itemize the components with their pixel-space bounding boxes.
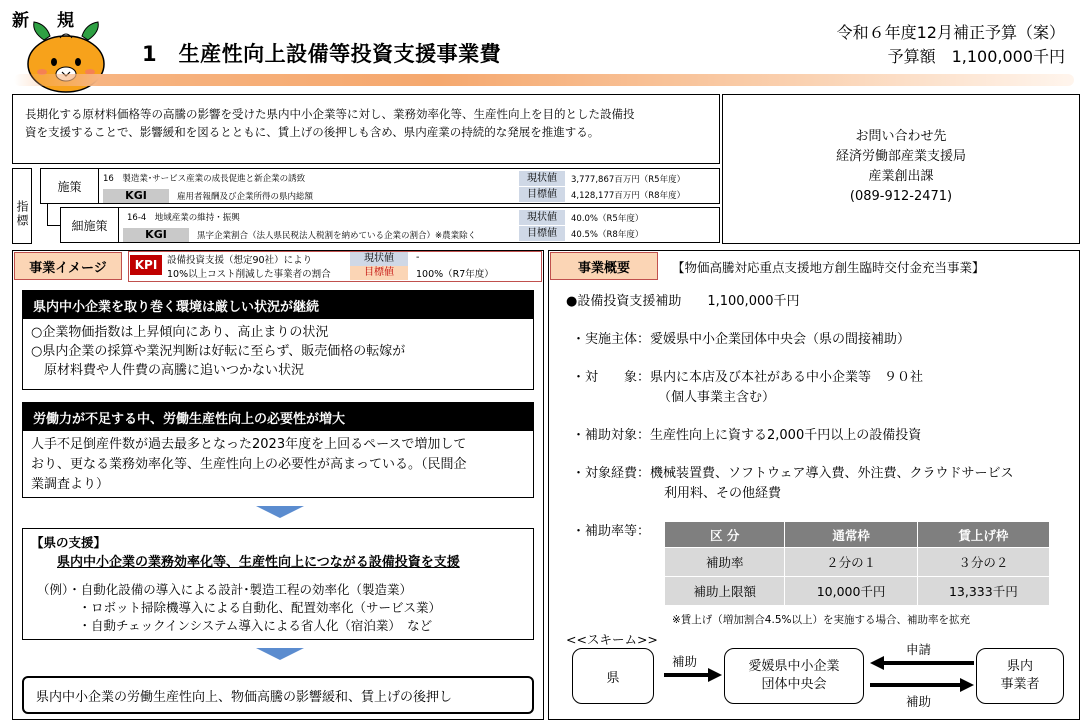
- overview-implementer: ・実施主体：愛媛県中小企業団体中央会（県の間接補助）: [572, 332, 911, 347]
- support-example-3: ・自動チェックインシステム導入による省人化（宿泊業） など: [37, 618, 433, 633]
- scheme-business-box: [976, 648, 1064, 704]
- table-header-wage: 賃上げ枠: [917, 522, 1049, 548]
- arrow-right-icon: [870, 678, 974, 692]
- business-image-heading: 事業イメージ: [14, 252, 122, 280]
- labor-card-title: 労働力が不足する中、労働生産性向上の必要性が増大: [23, 403, 533, 431]
- policy-target-tag: 目標値: [519, 187, 565, 202]
- scheme-org-line-1: 愛媛県中小企業: [748, 659, 840, 674]
- labor-card: [22, 402, 534, 498]
- flow-arrow-down-icon: [256, 648, 304, 660]
- scheme-org-line-2: 団体中央会: [761, 677, 827, 692]
- table-row: [665, 548, 1050, 577]
- environment-line-2: ○県内企業の採算や業況判断は好転に至らず、販売価格の転嫁が: [31, 344, 406, 359]
- overview-expense-line-2: 利用料、その他経費: [664, 486, 782, 501]
- support-example-1: （例）・自動化設備の導入による設計･製造工程の効率化（製造業）: [37, 582, 413, 597]
- summary-box: [12, 94, 720, 164]
- outcome-box: 県内中小企業の労働生産性向上、物価高騰の影響緩和、賃上げの後押し: [22, 676, 534, 714]
- scheme-biz-line-2: 事業者: [1000, 677, 1040, 692]
- support-card-subtitle: 県内中小企業の業務効率化等、生産性向上につながる設備投資を支援: [57, 555, 460, 570]
- arrow-right-icon: [664, 668, 722, 682]
- kpi-text-line-1: 設備投資支援（想定90社）により: [167, 255, 313, 266]
- environment-card: [22, 290, 534, 390]
- prefecture-support-card: [22, 528, 534, 640]
- contact-phone: (089-912-2471): [849, 189, 953, 204]
- new-label-char-1: 新: [12, 11, 31, 31]
- sub-policy-kgi-desc: 黒字企業割合（法人県民税法人税割を納めている企業の割合）※農業除く: [197, 231, 477, 241]
- sub-policy-target-tag: 目標値: [519, 226, 565, 241]
- summary-line-2: 資を支援することで、影響緩和を図るとともに、賃上げの後押しも含め、県内産業の持続的な発展を推進する。: [25, 125, 600, 139]
- environment-line-3: 原材料費や人件費の高騰に追いつかない状況: [31, 363, 305, 378]
- scheme-subsidy-label: 補助: [672, 654, 698, 669]
- contact-division: 産業創出課: [868, 169, 934, 184]
- policy-kgi-badge: KGI: [103, 189, 169, 203]
- labor-line-3: 業調査より）: [31, 477, 110, 492]
- contact-heading: お問い合わせ先: [855, 129, 947, 144]
- overview-expense-line-1: ・対象経費：機械装置費、ソフトウェア導入費、外注費、クラウドサービス: [572, 466, 1014, 481]
- scheme-label: <<スキーム>>: [566, 632, 658, 647]
- policy-row: [40, 168, 720, 204]
- indicator-label: 指標: [12, 168, 32, 244]
- indicator-connector: [47, 204, 60, 226]
- overview-rate-label: ・補助率等：: [572, 524, 651, 539]
- new-label-char-2: 規: [57, 11, 76, 31]
- page-title: 1 生産性向上設備等投資支援事業費: [142, 42, 502, 66]
- kpi-badge: KPI: [130, 255, 162, 275]
- sub-policy-name: 16-4 地域産業の維持・振興: [127, 213, 240, 223]
- scheme-subsidy-label-2: 補助: [906, 694, 932, 709]
- table-cell: ３分の２: [917, 548, 1049, 577]
- environment-line-1: ○企業物価指数は上昇傾向にあり、高止まりの状況: [31, 325, 329, 340]
- support-example-list: [37, 581, 441, 635]
- table-cell: ２分の１: [785, 548, 917, 577]
- overview-subtitle: 【物価高騰対応重点支援地方創生臨時交付金充当事業】: [672, 260, 985, 275]
- overview-target-line-1: ・対 象：県内に本店及び本社がある中小企業等 ９０社: [572, 370, 924, 385]
- scheme-prefecture-box: 県: [572, 648, 654, 704]
- subsidy-rate-table: [664, 521, 1050, 606]
- table-cell: 補助上限額: [665, 577, 785, 606]
- scheme-apply-label: 申請: [906, 642, 932, 657]
- support-example-2: ・ロボット掃除機導入による自動化、配置効率化（サービス業）: [37, 600, 441, 615]
- business-overview-heading: 事業概要: [550, 252, 658, 280]
- table-cell: 13,333千円: [917, 577, 1049, 606]
- table-row: [665, 577, 1050, 606]
- sub-policy-kgi-badge: KGI: [123, 228, 189, 242]
- sub-policy-current-value: 40.0%（R5年度）: [571, 214, 644, 224]
- flow-arrow-down-icon: [256, 506, 304, 518]
- scheme-organization-box: [724, 648, 864, 704]
- policy-current-tag: 現状値: [519, 171, 565, 186]
- contact-department: 経済労働部産業支援局: [835, 149, 966, 164]
- sub-policy-row: [60, 207, 720, 243]
- labor-line-1: 人手不足倒産件数が過去最多となった2023年度を上回るペースで増加して: [31, 437, 467, 452]
- sub-policy-tag: 細施策: [61, 208, 119, 242]
- table-cell: 補助率: [665, 548, 785, 577]
- sub-policy-target-value: 40.5%（R8年度）: [571, 230, 644, 240]
- support-card-title: 【県の支援】: [31, 535, 107, 550]
- budget-label: 令和６年度12月補正予算（案）: [836, 23, 1065, 42]
- environment-card-title: 県内中小企業を取り巻く環境は厳しい状況が継続: [23, 291, 533, 319]
- policy-kgi-desc: 雇用者報酬及び企業所得の県内総額: [177, 192, 314, 202]
- title-underline-bar: [14, 74, 1074, 86]
- overview-subsidy-target: ・補助対象：生産性向上に資する2,000千円以上の設備投資: [572, 428, 922, 443]
- overview-main-item: ●設備投資支援補助 1,100,000千円: [566, 294, 800, 309]
- kpi-target-value: 100%（R7年度）: [416, 269, 494, 280]
- table-cell: 10,000千円: [785, 577, 917, 606]
- table-header-category: 区 分: [665, 522, 785, 548]
- overview-target-line-2: （個人事業主含む）: [658, 390, 776, 405]
- kpi-current-tag: 現状値: [350, 252, 408, 266]
- policy-name: 16 製造業･サービス産業の成長促進と新企業の誘致: [103, 174, 306, 184]
- contact-box: [722, 94, 1080, 244]
- kpi-current-value: -: [416, 252, 420, 263]
- summary-line-1: 長期化する原材料価格等の高騰の影響を受けた県内中小企業等に対し、業務効率化等、生産性向上を目的とした設備投: [25, 107, 635, 121]
- kpi-target-tag: 目標値: [350, 266, 408, 280]
- policy-current-value: 3,777,867百万円（R5年度）: [571, 175, 686, 185]
- arrow-left-icon: [870, 656, 974, 670]
- policy-target-value: 4,128,177百万円（R8年度）: [571, 191, 686, 201]
- table-header-normal: 通常枠: [785, 522, 917, 548]
- budget-amount: 予算額 1,100,000千円: [887, 47, 1065, 66]
- sub-policy-current-tag: 現状値: [519, 210, 565, 225]
- rate-table-note: ※賃上げ（増加割合4.5%以上）を実施する場合、補助率を拡充: [672, 614, 970, 626]
- policy-tag: 施策: [41, 169, 99, 203]
- kpi-text-line-2: 10%以上コスト削減した事業者の割合: [167, 269, 331, 280]
- labor-line-2: おり、更なる業務効率化等、生産性向上の必要性が高まっている。（民間企: [31, 457, 467, 472]
- scheme-biz-line-1: 県内: [1006, 659, 1033, 674]
